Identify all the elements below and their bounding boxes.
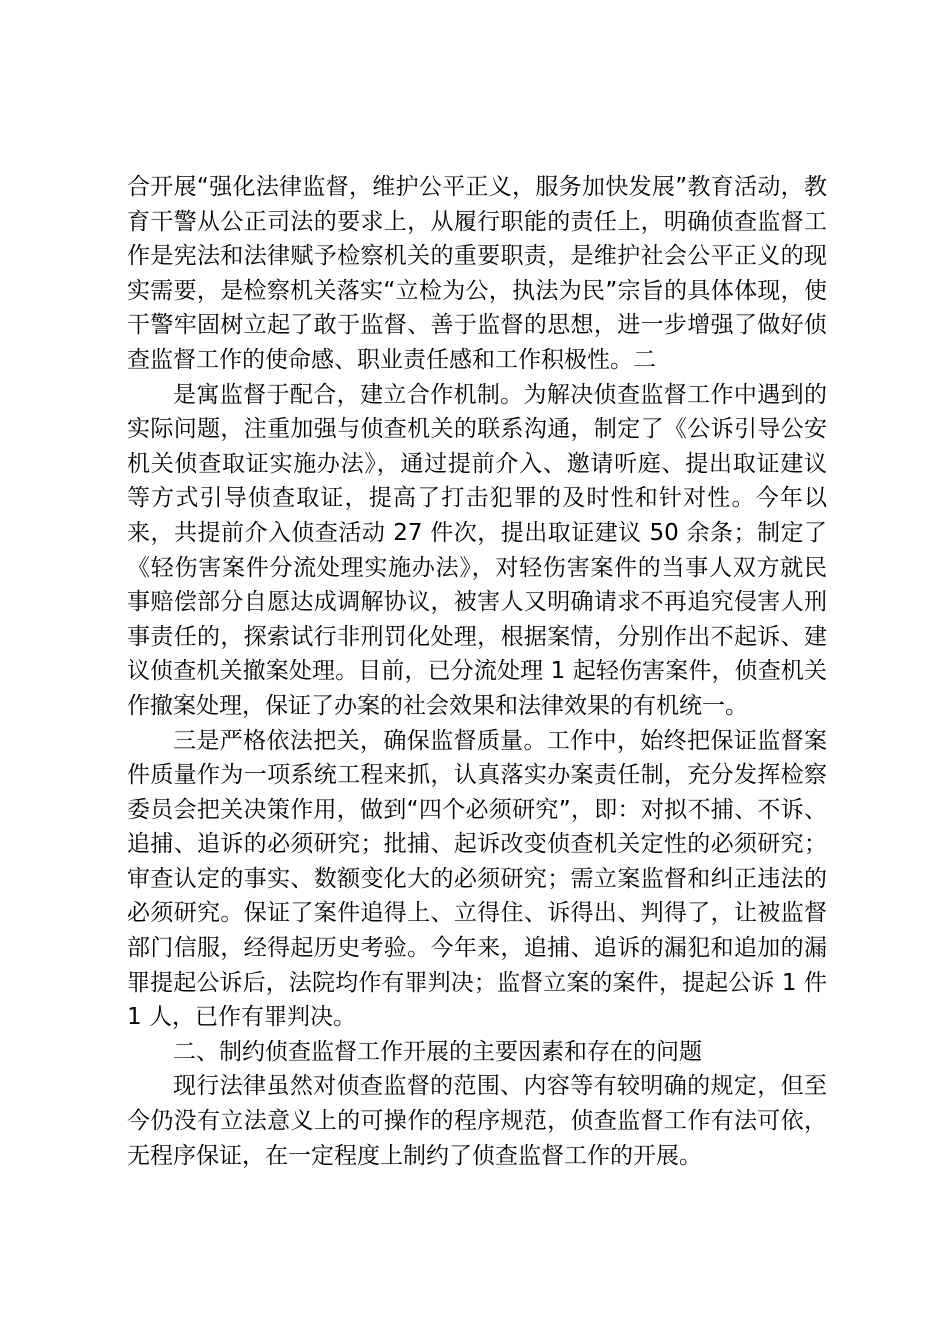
paragraph: 三是严格依法把关，确保监督质量。工作中，始终把保证监督案件质量作为一项系统工程来抓，认真落实办案责任制，充分发挥检察委员会把关决策作用，做到“四个必须研究”，即：对拟不捕、不诉、追捕、追诉的必须研究；批捕、起诉改变侦查机关定性的必须研究；审查认定的事实、数额变化大的必须研究；需立案监督和纠正违法的必须研究。保证了案件追得上、立得住、诉得出、判得了，让被监督部门信服，经得起历史考验。今年来，追捕、追诉的漏犯和追加的漏罪提起公诉后，法院均作有罪判决；监督立案的案件，提起公诉 1 件 1 人，已作有罪判决。 xyxy=(127,727,827,1031)
paragraph: 现行法律虽然对侦查监督的范围、内容等有较明确的规定，但至今仍没有立法意义上的可操作的程序规范，侦查监督工作有法可依，无程序保证，在一定程度上制约了侦查监督工作的开展。 xyxy=(127,1073,827,1169)
paragraph: 合开展“强化法律监督，维护公平正义，服务加快发展”教育活动，教育干警从公正司法的要求上，从履行职能的责任上，明确侦查监督工作是宪法和法律赋予检察机关的重要职责，是维护社会公平正义的现实需要，是检察机关落实“立检为公，执法为民”宗旨的具体体现，使干警牢固树立起了敢于监督、善于监督的思想，进一步增强了做好侦查监督工作的使命感、职业责任感和工作积极性。二 xyxy=(127,174,827,373)
paragraph: 是寓监督于配合，建立合作机制。为解决侦查监督工作中遇到的实际问题，注重加强与侦查机关的联系沟通，制定了《公诉引导公安机关侦查取证实施办法》，通过提前介入、邀请听庭、提出取证建议等方式引导侦查取证，提高了打击犯罪的及时性和针对性。今年以来，共提前介入侦查活动 27 件次，提出取证建议 50 余条；制定了《轻伤害案件分流处理实施办法》，对轻伤害案件的当事人双方就民事赔偿部分自愿达成调解协议，被害人又明确请求不再追究侵害人刑事责任的，探索试行非刑罚化处理，根据案情，分别作出不起诉、建议侦查机关撤案处理。目前，已分流处理 1 起轻伤害案件，侦查机关作撤案处理，保证了办案的社会效果和法律效果的有机统一。 xyxy=(127,381,827,719)
section-heading: 二、制约侦查监督工作开展的主要因素和存在的问题 xyxy=(173,1038,702,1065)
document-body xyxy=(127,170,827,1173)
